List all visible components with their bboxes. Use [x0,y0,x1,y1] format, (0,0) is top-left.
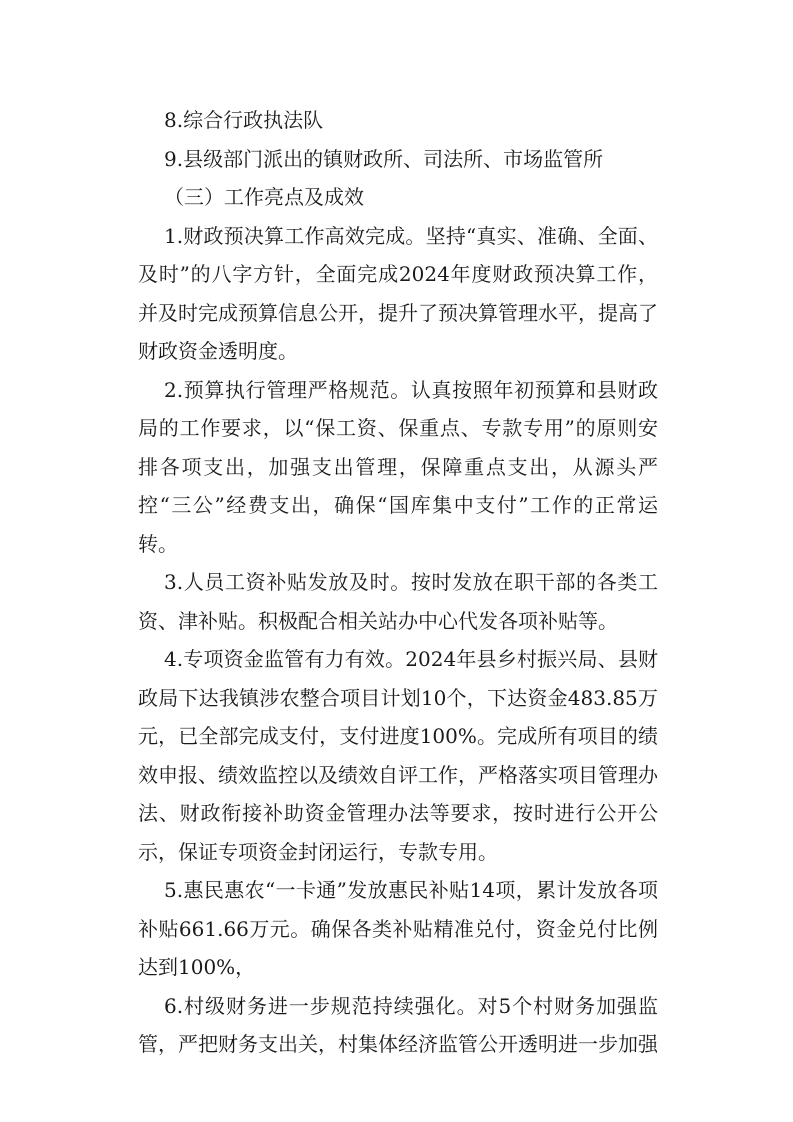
paragraph-5: 5.惠民惠农“一卡通”发放惠民补贴14项，累计发放各项补贴661.66万元。确保各类补贴精准兑付，资金兑付比例达到100%， [138,878,658,979]
document-body [138,101,658,1064]
paragraph-4: 4.专项资金监管有力有效。2024年县乡村振兴局、县财政局下达我镇涉农整合项目计划10个，下达资金483.85万元，已全部完成支付，支付进度100%。完成所有项目的绩效申报、绩效监控以及绩效自评工作，严格落实项目管理办法、财政衔接补助资金管理办法等要求，按时进行公开公示，保证专项资金封闭运行，专款专用。 [138,647,658,864]
paragraph-1: 1.财政预决算工作高效完成。坚持“真实、准确、全面、及时”的八字方针，全面完成2024年度财政预决算工作，并及时完成预算信息公开，提升了预决算管理水平，提高了财政资金透明度。 [138,223,658,363]
paragraph-2: 2.预算执行管理严格规范。认真按照年初预算和县财政局的工作要求，以“保工资、保重点、专款专用”的原则安排各项支出，加强支出管理，保障重点支出，从源头严控“三公”经费支出，确保“国库集中支付”工作的正常运转。 [138,377,658,556]
section-heading: （三）工作亮点及成效 [164,185,364,209]
paragraph-3: 3.人员工资补贴发放及时。按时发放在职干部的各类工资、津补贴。积极配合相关站办中心代发各项补贴等。 [138,570,658,633]
list-item-8: 8.综合行政执法队 [164,108,324,132]
list-item-9: 9.县级部门派出的镇财政所、司法所、市场监管所 [164,146,604,171]
paragraph-6: 6.村级财务进一步规范持续强化。对5个村财务加强监管，严把财务支出关，村集体经济监管公开透明进一步加强 [138,993,658,1056]
